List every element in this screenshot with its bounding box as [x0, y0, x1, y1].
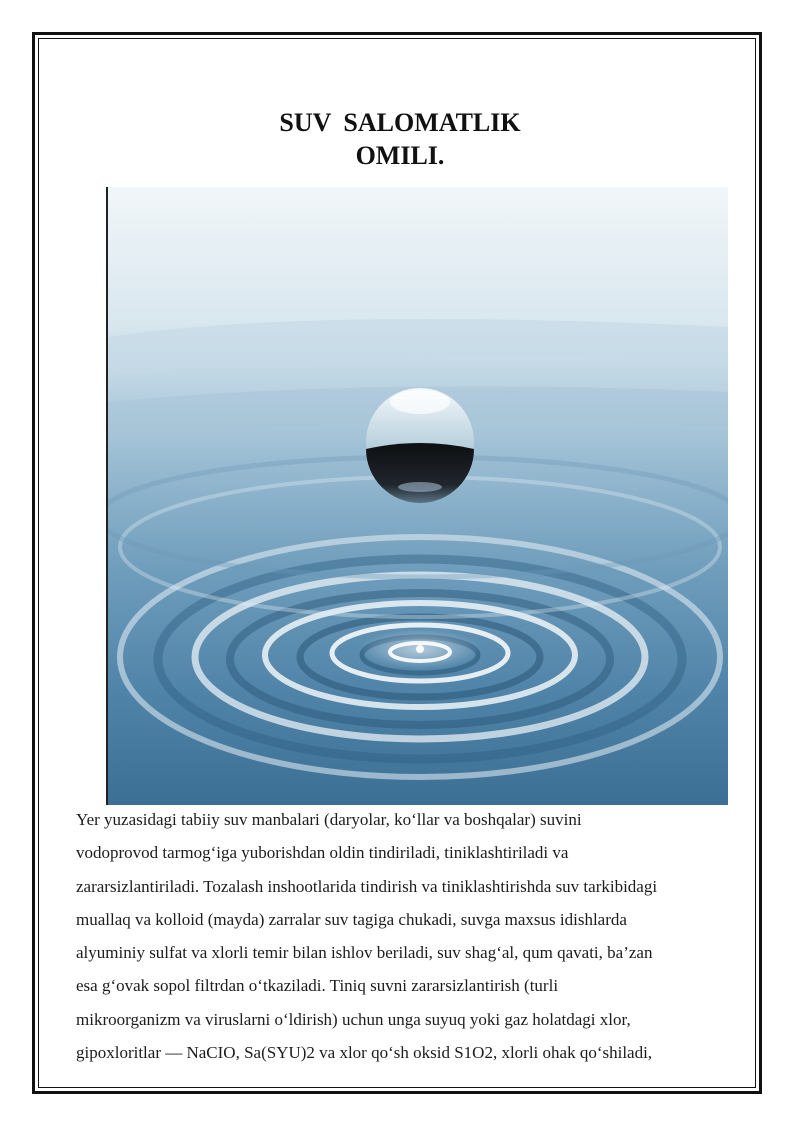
title-line-1: SUV SALOMATLIK	[279, 108, 521, 137]
paragraph-line: mikroorganizm va viruslarni o‘ldirish) uchun unga suyuq yoki gaz holatdagi xlor,	[76, 1009, 631, 1029]
water-drop-icon	[366, 388, 474, 503]
paragraph-line: gipoxloritlar — NaCIO, Sa(SYU)2 va xlor qo‘sh oksid S1O2, xlorli ohak qo‘shiladi,	[76, 1043, 653, 1063]
paragraph-line: esa g‘ovak sopol filtrdan o‘tkaziladi. Tiniq suvni zararsizlantirish (turli	[76, 976, 559, 996]
paragraph-line: vodoprovod tarmog‘iga yuborishdan oldin tindiriladi, tiniklashtiriladi va	[76, 843, 569, 863]
paragraph-line: zararsizlantiriladi. Tozalash inshootlarida tindirish va tiniklashtirishda suv tarkibidagi	[76, 876, 658, 896]
body-paragraph	[76, 803, 736, 1069]
paragraph-line: alyuminiy sulfat va xlorli temir bilan ishlov beriladi, suv shag‘al, qum qavati, ba’zan	[76, 943, 653, 963]
paragraph-line: muallaq va kolloid (mayda) zarralar suv tagiga chukadi, suvga maxsus idishlarda	[76, 909, 627, 929]
water-drop-illustration	[108, 187, 728, 805]
water-drop-image	[108, 187, 728, 805]
paragraph-line: Yer yuzasidagi tabiiy suv manbalari (daryolar, ko‘llar va boshqalar) suvini	[76, 810, 582, 829]
title-line-2: OMILI.	[355, 141, 445, 170]
page-title	[0, 106, 800, 172]
